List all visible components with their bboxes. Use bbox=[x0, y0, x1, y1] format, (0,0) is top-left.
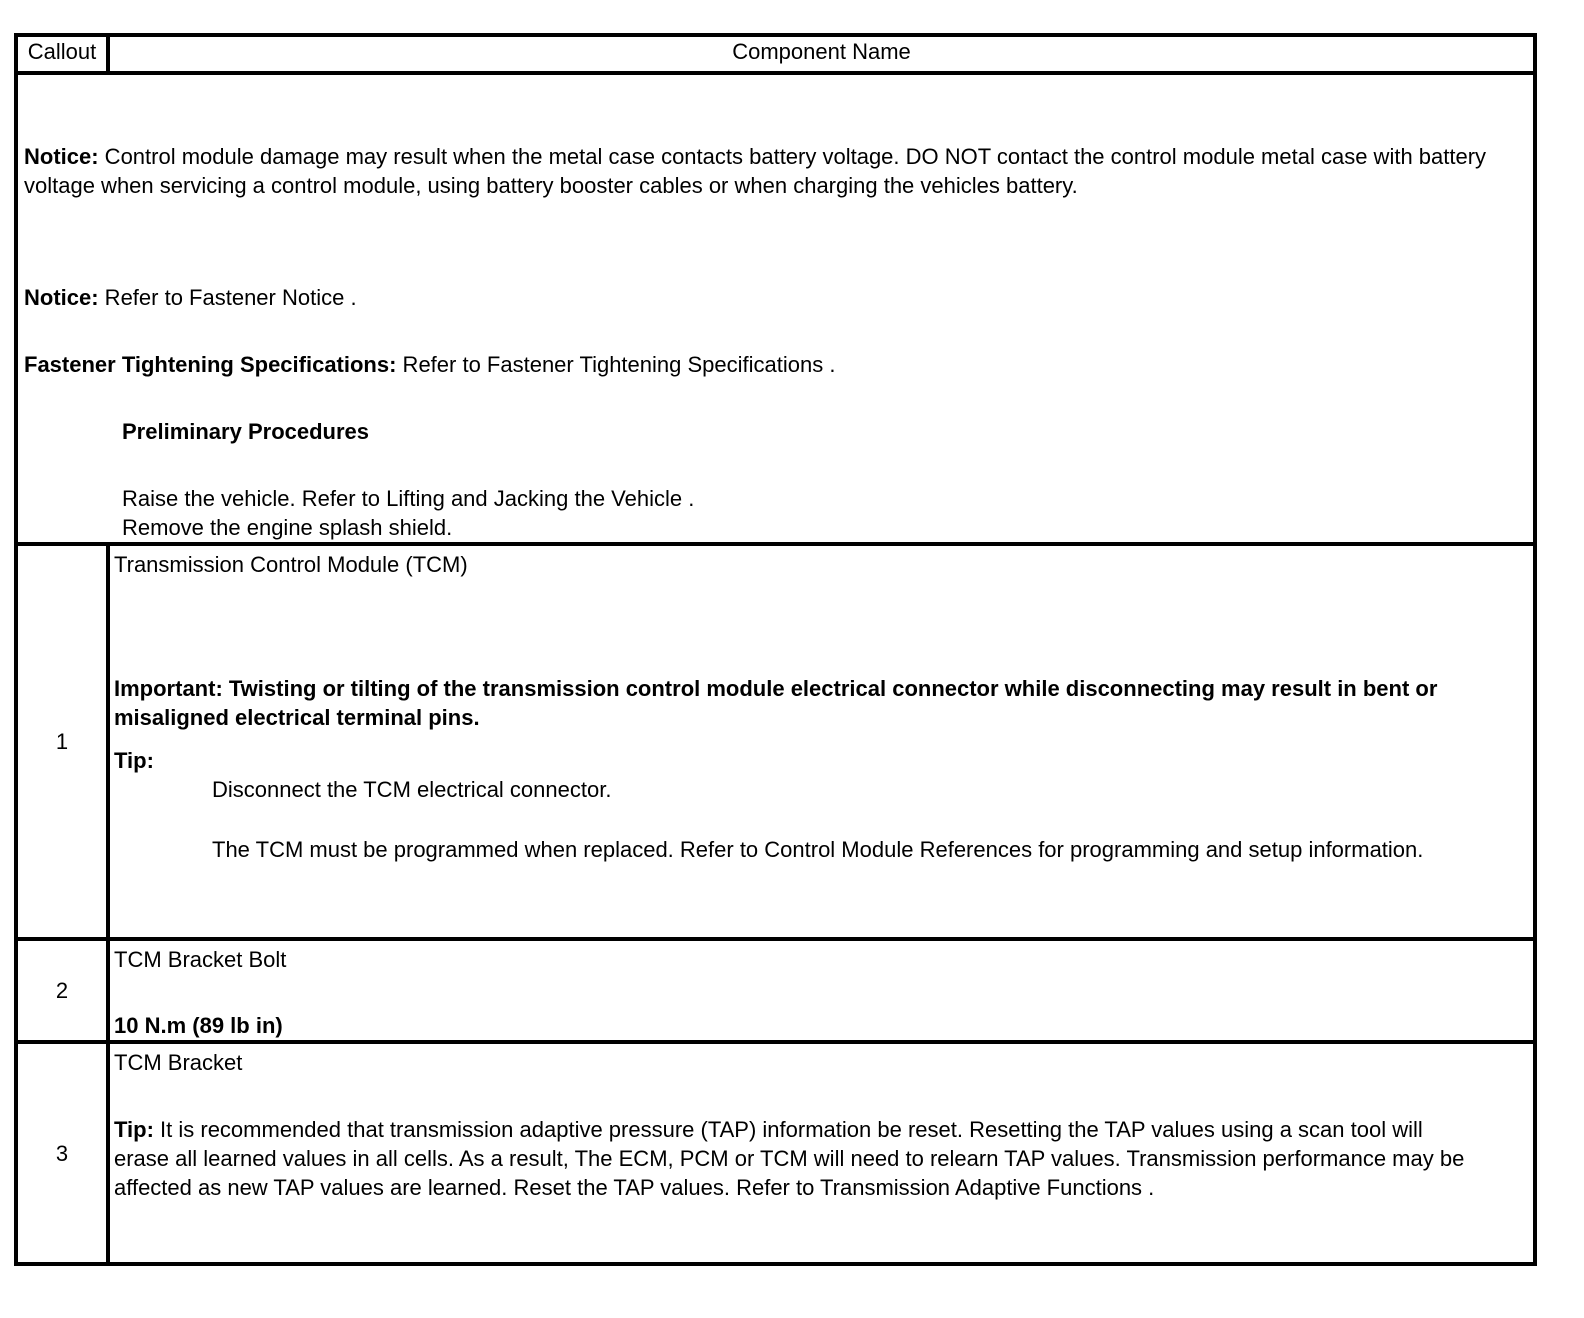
tip-step-1: Disconnect the TCM electrical connector. bbox=[212, 777, 612, 802]
fastener-label: Fastener Tightening Specifications: bbox=[24, 352, 397, 377]
component-name: TCM Bracket bbox=[114, 1050, 243, 1075]
notice-label: Notice: bbox=[24, 144, 99, 169]
intro-row bbox=[16, 73, 1535, 544]
notice-damage bbox=[24, 142, 1527, 200]
component-table bbox=[14, 33, 1537, 1266]
preliminary-step-1: Raise the vehicle. Refer to Lifting and Jacking the Vehicle . bbox=[122, 486, 695, 511]
table-row bbox=[16, 544, 1535, 939]
table-row bbox=[16, 939, 1535, 1042]
tip-label: Tip: bbox=[114, 1117, 154, 1142]
component-name: TCM Bracket Bolt bbox=[114, 947, 287, 972]
tip-step-2: The TCM must be programmed when replaced. Refer to Control Module References for programming and setup information. bbox=[212, 837, 1424, 862]
component-name-header: Component Name bbox=[108, 35, 1535, 73]
tip-label: Tip: bbox=[114, 748, 154, 773]
component-cell bbox=[108, 544, 1535, 939]
component-cell bbox=[108, 939, 1535, 1042]
table-row bbox=[16, 1042, 1535, 1264]
callout-number: 2 bbox=[16, 939, 108, 1042]
preliminary-heading: Preliminary Procedures bbox=[122, 419, 370, 444]
callout-number: 3 bbox=[16, 1042, 108, 1264]
tip-text: It is recommended that transmission adaptive pressure (TAP) information be reset. Resetting the TAP values using a scan tool will erase all learned values in all cells. As a result, The ECM, PCM or TCM will need to relearn TAP values. Transmission performance may be affected as new TAP values are learned. Reset the TAP values. Refer to Transmission Adaptive Functions . bbox=[114, 1117, 1465, 1200]
callout-header: Callout bbox=[16, 35, 108, 73]
table-header-row bbox=[16, 35, 1535, 73]
notice-text: Refer to Fastener Notice . bbox=[98, 285, 357, 310]
notice-label: Notice: bbox=[24, 285, 99, 310]
tip-note bbox=[114, 1115, 1529, 1202]
intro-cell bbox=[16, 73, 1535, 544]
torque-spec: 10 N.m (89 lb in) bbox=[114, 1013, 283, 1038]
notice-text: Control module damage may result when the metal case contacts battery voltage. DO NOT contact the control module metal case with battery voltage when servicing a control module, using battery booster cables or when charging the vehicles battery. bbox=[24, 144, 1487, 198]
notice-fastener bbox=[24, 283, 1527, 312]
fastener-specs bbox=[24, 350, 1527, 379]
important-note: Important: Twisting or tilting of the transmission control module electrical connector while disconnecting may result in bent or misaligned electrical terminal pins. bbox=[114, 676, 1438, 730]
preliminary-step-2: Remove the engine splash shield. bbox=[122, 515, 453, 540]
component-cell bbox=[108, 1042, 1535, 1264]
callout-number: 1 bbox=[16, 544, 108, 939]
component-name: Transmission Control Module (TCM) bbox=[114, 552, 468, 577]
fastener-text: Refer to Fastener Tightening Specifications . bbox=[396, 352, 836, 377]
